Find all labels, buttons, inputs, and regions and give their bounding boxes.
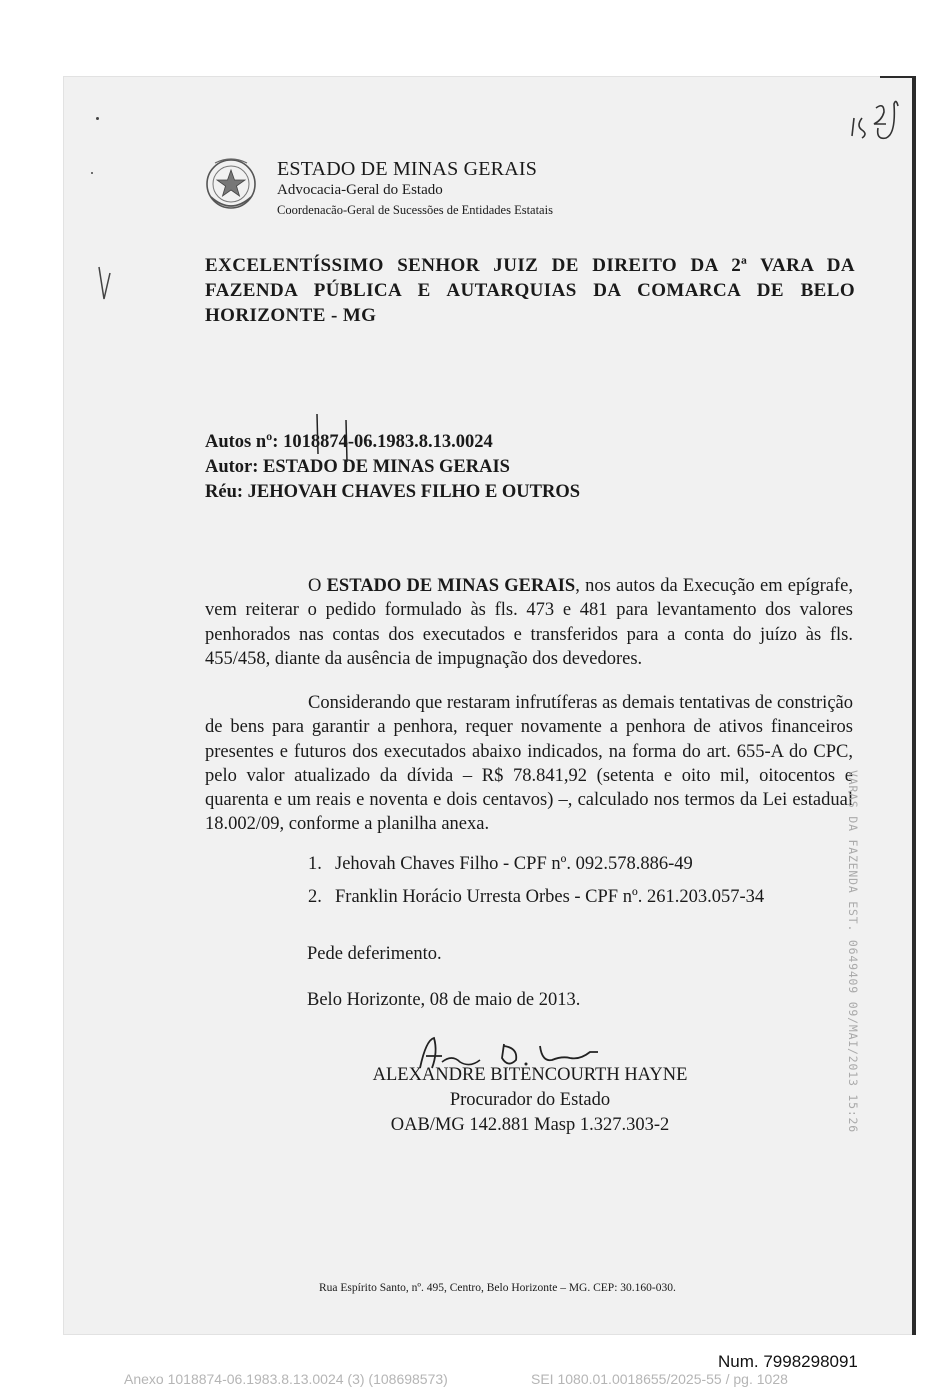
party-name: ESTADO DE MINAS GERAIS bbox=[326, 576, 576, 596]
addressee-heading: EXCELENTÍSSIMO SENHOR JUIZ DE DIREITO DA 2ª VARA DA FAZENDA PÚBLICA E AUTARQUIAS DA COMARCA DE BELO HORIZONTE - MG bbox=[205, 255, 855, 326]
state-seal-icon bbox=[205, 153, 257, 215]
signatory-title: Procurador do Estado bbox=[449, 1090, 611, 1110]
place-date: Belo Horizonte, 08 de maio de 2013. bbox=[307, 990, 581, 1010]
closing-line: Pede deferimento. bbox=[307, 944, 442, 964]
signature-block bbox=[330, 1063, 730, 1138]
annex-label: Anexo 1018874-06.1983.8.13.0024 (3) (108698573) bbox=[124, 1371, 448, 1387]
paragraph-garnishment: Considerando que restaram infrutíferas as demais tentativas de constrição de bens para garantir a penhora, requer novamente a penhora de ativos financeiros presentes e futuros dos executados abaixo indicados, na forma do art. 655-A do CPC, pelo valor atualizado da dívida – R$ 78.841,92 (setenta e oito mil, oitocentos e quarenta e um reais e noventa e dois centavos) –, calculado nos termos da Lei estadual 18.002/09, conforme a planilha anexa. bbox=[205, 693, 853, 835]
signatory-name: ALEXANDRE BITENCOURTH HAYNE bbox=[372, 1065, 688, 1085]
case-info bbox=[205, 430, 580, 505]
protocol-stamp: VARAS DA FAZENDA EST. 0649409 09/MAI/2013 15:26 bbox=[846, 770, 860, 1134]
letterhead-state: ESTADO DE MINAS GERAIS bbox=[277, 158, 538, 180]
scan-speck bbox=[91, 172, 93, 174]
document-number: Num. 7998298091 bbox=[718, 1352, 858, 1371]
list-item: 2. Franklin Horácio Urresta Orbes - CPF nº. 261.203.057-34 bbox=[308, 887, 765, 907]
list-item: 1. Jehovah Chaves Filho - CPF nº. 092.578.886-49 bbox=[308, 854, 693, 874]
scan-edge bbox=[912, 76, 916, 1335]
scan-edge-top bbox=[880, 76, 916, 78]
pen-marks bbox=[300, 412, 360, 472]
debtor-list bbox=[308, 854, 764, 920]
case-plaintiff: Autor: ESTADO DE MINAS GERAIS bbox=[205, 457, 510, 477]
margin-check-mark bbox=[96, 265, 116, 301]
letterhead-coordination: Coordenacão-Geral de Sucessões de Entidades Estatais bbox=[277, 203, 553, 217]
sei-label: SEI 1080.01.0018655/2025-55 / pg. 1028 bbox=[531, 1371, 788, 1387]
footer-address: Rua Espírito Santo, nº. 495, Centro, Belo Horizonte – MG. CEP: 30.160-030. bbox=[319, 1282, 676, 1294]
case-defendant: Réu: JEHOVAH CHAVES FILHO E OUTROS bbox=[205, 482, 581, 502]
signatory-registration: OAB/MG 142.881 Masp 1.327.303-2 bbox=[390, 1115, 670, 1135]
paragraph-request: O ESTADO DE MINAS GERAIS, nos autos da Execução em epígrafe, vem reiterar o pedido formulado às fls. 473 e 481 para levantamento dos valores penhorados nas contas dos executados e transferidos para a conta do juízo às fls. 455/458, diante da ausência de impugnação dos devedores. bbox=[205, 576, 854, 669]
handwritten-page-number bbox=[848, 96, 908, 146]
case-number: Autos nº: 1018874-06.1983.8.13.0024 bbox=[205, 432, 493, 452]
letterhead-agency: Advocacia-Geral do Estado bbox=[277, 182, 443, 198]
scan-speck bbox=[96, 117, 99, 120]
